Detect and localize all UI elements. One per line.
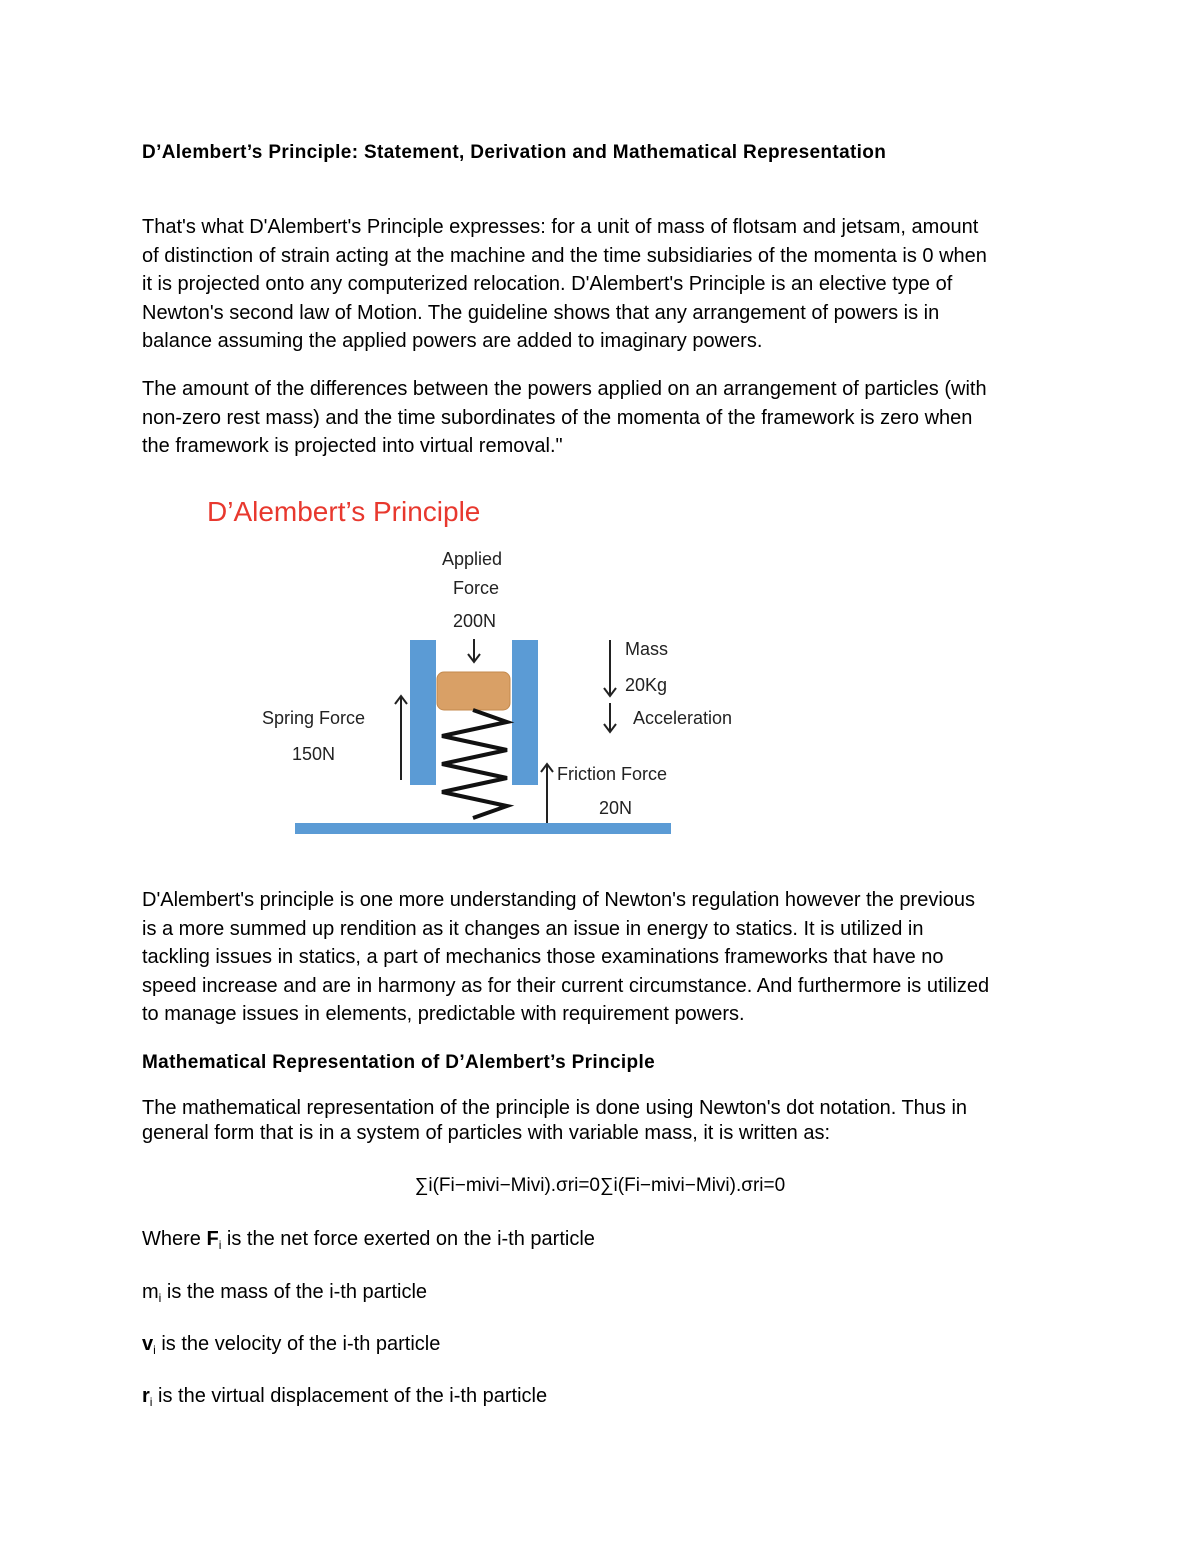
text-line: The mathematical representation of the principle is done using Newton's dot notation. Thus in: [142, 1097, 968, 1119]
text-line: tackling issues in statics, a part of mechanics those examinations frameworks that have no: [142, 946, 944, 968]
definition-velocity: [142, 1333, 440, 1357]
friction-force-arrow: [541, 764, 553, 823]
formula: ∑i(Fi−mivi−Mivi).σri=0∑i(Fi−mivi−Mivi).σri=0: [414, 1175, 786, 1196]
text-line: The amount of the differences between the powers applied on an arrangement of particles (with: [142, 378, 987, 400]
definition-prefix: Where: [142, 1228, 207, 1250]
friction-force-value: 20N: [599, 798, 633, 818]
paragraph-statement: [142, 213, 1067, 356]
spring: [442, 710, 507, 818]
subscript: i: [158, 1291, 162, 1305]
text-line: general form that is in a system of particles with variable mass, it is written as:: [142, 1122, 831, 1144]
text-line: non-zero rest mass) and the time subordinates of the momenta of the framework is zero when: [142, 406, 973, 429]
spring-force-value: 150N: [292, 744, 336, 764]
mass-label: Mass: [625, 639, 669, 659]
definition-text: is the net force exerted on the i-th particle: [221, 1228, 595, 1250]
subscript: i: [218, 1238, 222, 1252]
symbol: r: [142, 1385, 150, 1407]
text-line: of distinction of strain acting at the machine and the time subsidiaries of the momenta is 0 when: [142, 244, 987, 267]
acceleration-arrow: [604, 703, 616, 732]
symbol: m: [142, 1281, 159, 1303]
diagram-title: D’Alembert’s Principle: [207, 496, 481, 527]
dalembert-diagram: [180, 490, 780, 850]
spring-force-label: Spring Force: [262, 708, 366, 728]
definition-text: is the velocity of the i-th particle: [155, 1333, 441, 1355]
symbol: F: [206, 1228, 219, 1250]
subscript: i: [153, 1343, 156, 1357]
subscript: i: [149, 1395, 153, 1409]
definition-mass: [142, 1281, 427, 1305]
definition-force: [142, 1228, 595, 1252]
text-line: to manage issues in elements, predictable with requirement powers.: [142, 1003, 745, 1025]
applied-value: 200N: [453, 611, 497, 631]
force-label: Force: [453, 578, 500, 598]
definition-text: is the mass of the i-th particle: [161, 1281, 428, 1303]
spring-force-arrow: [395, 696, 407, 780]
right-wall: [512, 640, 538, 785]
text-line: balance assuming the applied powers are added to imaginary powers.: [142, 330, 763, 352]
text-line: speed increase and are in harmony as for their current circumstance. And furthermore is utilized: [142, 974, 990, 997]
text-line: Newton's second law of Motion. The guideline shows that any arrangement of powers is in: [142, 301, 940, 324]
section-heading: Mathematical Representation of D’Alembert’s Principle: [142, 1052, 656, 1073]
acceleration-label: Acceleration: [633, 708, 733, 728]
applied-force-arrow: [468, 639, 480, 662]
friction-force-label: Friction Force: [557, 764, 668, 784]
mass-value: 20Kg: [625, 675, 668, 695]
symbol: v: [142, 1333, 154, 1355]
paragraph-representation: [142, 1096, 1067, 1146]
text-line: it is projected onto any computerized relocation. D'Alembert's Principle is an elective type of: [142, 273, 953, 295]
paragraph-explanation: [142, 886, 1067, 1029]
mass-arrow: [604, 640, 616, 696]
text-line: the framework is projected into virtual removal.": [142, 435, 563, 457]
diagram-graphics: [180, 490, 780, 850]
definition-displacement: [142, 1385, 547, 1409]
paragraph-definition: [142, 375, 1067, 461]
text-line: is a more summed up rendition as it changes an issue in energy to statics. It is utilized in: [142, 917, 924, 940]
text-line: That's what D'Alembert's Principle expresses: for a unit of mass of flotsam and jetsam, amount: [142, 216, 979, 238]
applied-label: Applied: [442, 549, 503, 569]
document-title: D’Alembert’s Principle: Statement, Derivation and Mathematical Representation: [142, 142, 887, 163]
definition-text: is the virtual displacement of the i-th particle: [152, 1385, 548, 1407]
text-line: D'Alembert's principle is one more understanding of Newton's regulation however the previous: [142, 889, 976, 911]
left-wall: [410, 640, 436, 785]
mass-block: [437, 672, 510, 710]
ground-bar: [295, 823, 671, 834]
